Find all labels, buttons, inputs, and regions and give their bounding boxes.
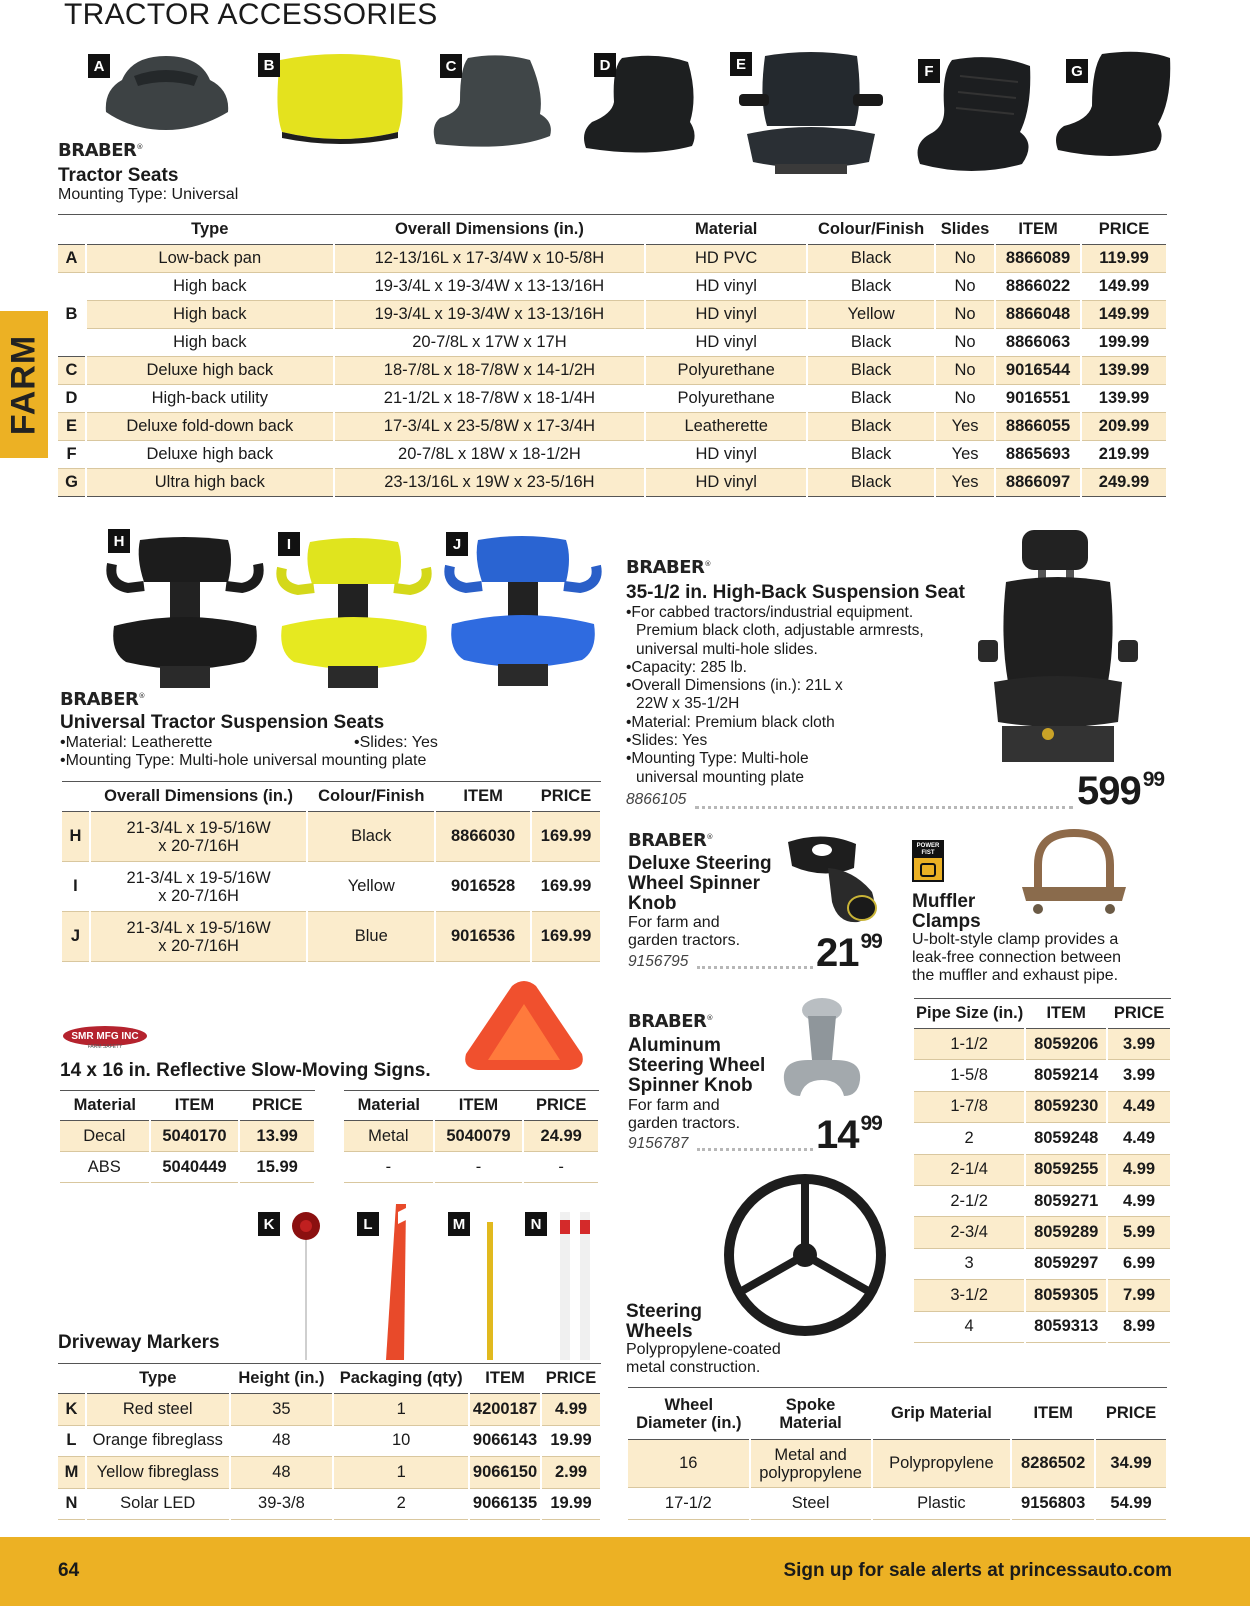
col-header: Pipe Size (in.) — [914, 999, 1025, 1029]
steering-title: Steering Wheels — [626, 1301, 703, 1342]
table-row: L Orange fibreglass 48 10 9066143 19.99 — [58, 1425, 601, 1457]
seat-b-image — [272, 50, 409, 144]
table-row: K Red steel 35 1 4200187 4.99 — [58, 1394, 601, 1426]
hb-seat-bullets: •For cabbed tractors/industrial equipment. Premium black cloth, adjustable armrests, universal multi-hole slides. •Capacity: 285 lb. •Overall Dimensions (in.): 21L x 22W x 35-1/2H •Material: Premium black cloth •Slides: Yes •Mounting Type: Multi-hole universal mounting plate — [626, 604, 924, 786]
spinner-alu-desc: For farm and garden tractors. — [628, 1097, 741, 1132]
suspension-bullet-mounting: •Mounting Type: Multi-hole universal mounting plate — [60, 752, 427, 769]
suspension-bullet-material: •Material: Leatherette — [60, 734, 213, 751]
steering-table — [628, 1387, 1168, 1520]
brand-logo: BRABER® — [60, 689, 145, 710]
col-header: PRICE — [1081, 215, 1167, 245]
col-header: ITEM — [435, 782, 531, 812]
col-header: ITEM — [995, 215, 1081, 245]
page-title: TRACTOR ACCESSORIES — [64, 0, 438, 31]
badge-l: L — [357, 1212, 379, 1236]
table-row: 1-1/2 8059206 3.99 — [914, 1029, 1171, 1060]
table-row: M Yellow fibreglass 48 1 9066150 2.99 — [58, 1457, 601, 1489]
hb-seat-price: $599^{99}$ — [1077, 768, 1165, 813]
seat-a-image — [98, 50, 235, 132]
badge-m: M — [448, 1212, 470, 1236]
col-header: Colour/Finish — [807, 215, 935, 245]
markers-table — [58, 1363, 602, 1520]
table-row: 16 Metal and polypropylene Polypropylene 8286502 34.99 — [628, 1440, 1167, 1488]
table-row: 4 8059313 8.99 — [914, 1311, 1171, 1342]
section-tab-label: FARM — [4, 334, 43, 435]
power-fist-logo: POWER FIST — [912, 840, 944, 882]
table-row: N Solar LED 39-3/8 2 9066135 19.99 — [58, 1488, 601, 1520]
col-header: ITEM — [150, 1091, 240, 1121]
col-header: Material — [645, 215, 807, 245]
col-header: PRICE — [239, 1091, 315, 1121]
spinner-alu-image — [778, 996, 866, 1110]
table-row: I 21-3/4L x 19-5/16W x 20-7/16H Yellow 9016528 169.99 — [62, 862, 601, 912]
spinner-deluxe-image — [784, 830, 884, 926]
col-header: PRICE — [1107, 999, 1171, 1029]
suspension-bullet-slides: •Slides: Yes — [354, 734, 438, 751]
spinner-alu-title: Aluminum Steering Wheel Spinner Knob — [628, 1035, 766, 1096]
table-row: Decal 5040170 13.99 — [60, 1121, 315, 1152]
hb-seat-image — [978, 526, 1138, 770]
badge-c: C — [440, 54, 462, 78]
signs-table-left — [60, 1090, 316, 1183]
leader-dots — [697, 966, 813, 969]
hb-seat-title: 35-1/2 in. High-Back Suspension Seat — [626, 582, 965, 603]
col-header: PRICE — [541, 1364, 601, 1394]
badge-h: H — [108, 529, 130, 553]
page-number: 64 — [58, 1560, 80, 1581]
table-row: High back 20-7/8L x 17W x 17H HD vinyl Black No 8866063 199.99 — [58, 329, 1167, 357]
table-row: 2-1/4 8059255 4.99 — [914, 1154, 1171, 1185]
badge-j: J — [446, 532, 468, 556]
badge-n: N — [525, 1212, 547, 1236]
badge-a: A — [88, 54, 110, 78]
col-header: Overall Dimensions (in.) — [334, 215, 646, 245]
spinner-deluxe-desc: For farm and garden tractors. — [628, 914, 741, 949]
table-row: - - - — [344, 1152, 599, 1183]
table-row: ABS 5040449 15.99 — [60, 1152, 315, 1183]
spinner-deluxe-title: Deluxe Steering Wheel Spinner Knob — [628, 853, 772, 914]
leader-dots — [697, 1148, 813, 1151]
table-row: J 21-3/4L x 19-5/16W x 20-7/16H Blue 9016536 169.99 — [62, 912, 601, 962]
muffler-clamp-image — [1016, 827, 1132, 917]
col-header: Type — [86, 215, 334, 245]
table-row: B High back 19-3/4L x 19-3/4W x 13-13/16H HD vinyl Black No 8866022 149.99 — [58, 273, 1167, 301]
marker-k-image — [288, 1210, 324, 1360]
col-header: Overall Dimensions (in.) — [90, 782, 307, 812]
svg-text:SMR MFG INC: SMR MFG INC — [71, 1031, 139, 1042]
tractor-seats-table — [58, 214, 1168, 497]
marker-n-image — [554, 1212, 596, 1360]
brand-logo: BRABER® — [626, 557, 711, 578]
seat-e-image — [735, 50, 887, 180]
col-header: Colour/Finish — [307, 782, 435, 812]
brand-logo: BRABER® — [628, 1011, 713, 1032]
muffler-title: Muffler Clamps — [912, 891, 981, 932]
markers-title: Driveway Markers — [58, 1332, 220, 1353]
table-row: Metal 5040079 24.99 — [344, 1121, 599, 1152]
table-row: High back 19-3/4L x 19-3/4W x 13-13/16H HD vinyl Yellow No 8866048 149.99 — [58, 301, 1167, 329]
seat-h-image — [104, 534, 266, 694]
leader-dots — [695, 806, 1073, 809]
col-header: PRICE — [531, 782, 601, 812]
muffler-table — [914, 998, 1172, 1343]
badge-e: E — [730, 52, 752, 76]
col-header: Type — [86, 1364, 230, 1394]
table-row: 2 8059248 4.49 — [914, 1123, 1171, 1154]
table-row: H 21-3/4L x 19-5/16W x 20-7/16H Black 8866030 169.99 — [62, 812, 601, 862]
col-header: PRICE — [523, 1091, 599, 1121]
smr-logo — [60, 1016, 150, 1050]
table-row: G Ultra high back 23-13/16L x 19W x 23-5/16H HD vinyl Black Yes 8866097 249.99 — [58, 469, 1167, 497]
brand-logo: BRABER® — [628, 830, 713, 851]
suspension-seats-title: Universal Tractor Suspension Seats — [60, 712, 385, 733]
col-header: ITEM — [434, 1091, 524, 1121]
badge-b: B — [258, 53, 280, 77]
marker-m-image — [483, 1212, 497, 1360]
badge-g: G — [1066, 59, 1088, 83]
section-tab-farm — [0, 311, 48, 458]
sale-alerts-link[interactable]: Sign up for sale alerts at princessauto.com — [783, 1560, 1172, 1581]
hb-seat-item: 8866105 — [626, 791, 687, 808]
table-row: A Low-back pan 12-13/16L x 17-3/4W x 10-5/8H HD PVC Black No 8866089 119.99 — [58, 245, 1167, 273]
spinner-deluxe-price: $21^{99}$ — [816, 930, 882, 975]
col-header: Packaging (qty) — [333, 1364, 469, 1394]
suspension-seats-table — [62, 781, 602, 962]
table-row: 1-7/8 8059230 4.49 — [914, 1091, 1171, 1122]
tractor-seats-subtitle: Mounting Type: Universal — [58, 186, 239, 203]
col-header: ITEM — [469, 1364, 541, 1394]
seat-j-image — [442, 532, 604, 692]
slow-moving-sign-image — [462, 980, 586, 1072]
steering-desc: Polypropylene-coated metal construction. — [626, 1341, 781, 1376]
footer-bar — [0, 1537, 1250, 1606]
table-row: E Deluxe fold-down back 17-3/4L x 23-5/8W x 17-3/4H Leatherette Black Yes 8866055 209.99 — [58, 413, 1167, 441]
signs-title: 14 x 16 in. Reflective Slow-Moving Signs. — [60, 1060, 431, 1081]
spinner-deluxe-item: 9156795 — [628, 953, 689, 970]
marker-l-image — [382, 1204, 412, 1360]
table-row: 1-5/8 8059214 3.99 — [914, 1060, 1171, 1091]
col-header: ITEM — [1011, 1388, 1095, 1440]
col-header: Spoke Material — [750, 1388, 872, 1440]
col-header: Material — [60, 1091, 150, 1121]
table-row: 2-1/2 8059271 4.99 — [914, 1185, 1171, 1216]
col-header: Height (in.) — [230, 1364, 334, 1394]
col-header: Material — [344, 1091, 434, 1121]
svg-text:FARM SAFETY: FARM SAFETY — [87, 1044, 123, 1050]
badge-i: I — [278, 532, 300, 556]
badge-k: K — [258, 1212, 280, 1236]
table-row: D High-back utility 21-1/2L x 18-7/8W x 18-1/4H Polyurethane Black No 9016551 139.99 — [58, 385, 1167, 413]
table-row: 3 8059297 6.99 — [914, 1248, 1171, 1279]
col-header: PRICE — [1095, 1388, 1167, 1440]
table-row: 3-1/2 8059305 7.99 — [914, 1280, 1171, 1311]
signs-table-right — [344, 1090, 600, 1183]
spinner-alu-item: 9156787 — [628, 1135, 689, 1152]
badge-f: F — [918, 59, 940, 83]
table-row: 17-1/2 Steel Plastic 9156803 54.99 — [628, 1488, 1167, 1520]
table-row: 2-3/4 8059289 5.99 — [914, 1217, 1171, 1248]
badge-d: D — [594, 53, 616, 77]
col-header: Grip Material — [872, 1388, 1012, 1440]
brand-logo: BRABER® — [58, 140, 143, 161]
col-header: ITEM — [1025, 999, 1107, 1029]
table-row: F Deluxe high back 20-7/8L x 18W x 18-1/2H HD vinyl Black Yes 8865693 219.99 — [58, 441, 1167, 469]
tractor-seats-title: Tractor Seats — [58, 165, 179, 186]
spinner-alu-price: $14^{99}$ — [816, 1112, 882, 1157]
col-header: Slides — [935, 215, 995, 245]
col-header: Wheel Diameter (in.) — [628, 1388, 750, 1440]
muffler-desc: U-bolt-style clamp provides a leak-free connection between the muffler and exhaust pipe. — [912, 931, 1122, 984]
table-row: C Deluxe high back 18-7/8L x 18-7/8W x 14-1/2H Polyurethane Black No 9016544 139.99 — [58, 357, 1167, 385]
steering-wheel-image — [720, 1170, 890, 1340]
seat-i-image — [274, 534, 434, 694]
